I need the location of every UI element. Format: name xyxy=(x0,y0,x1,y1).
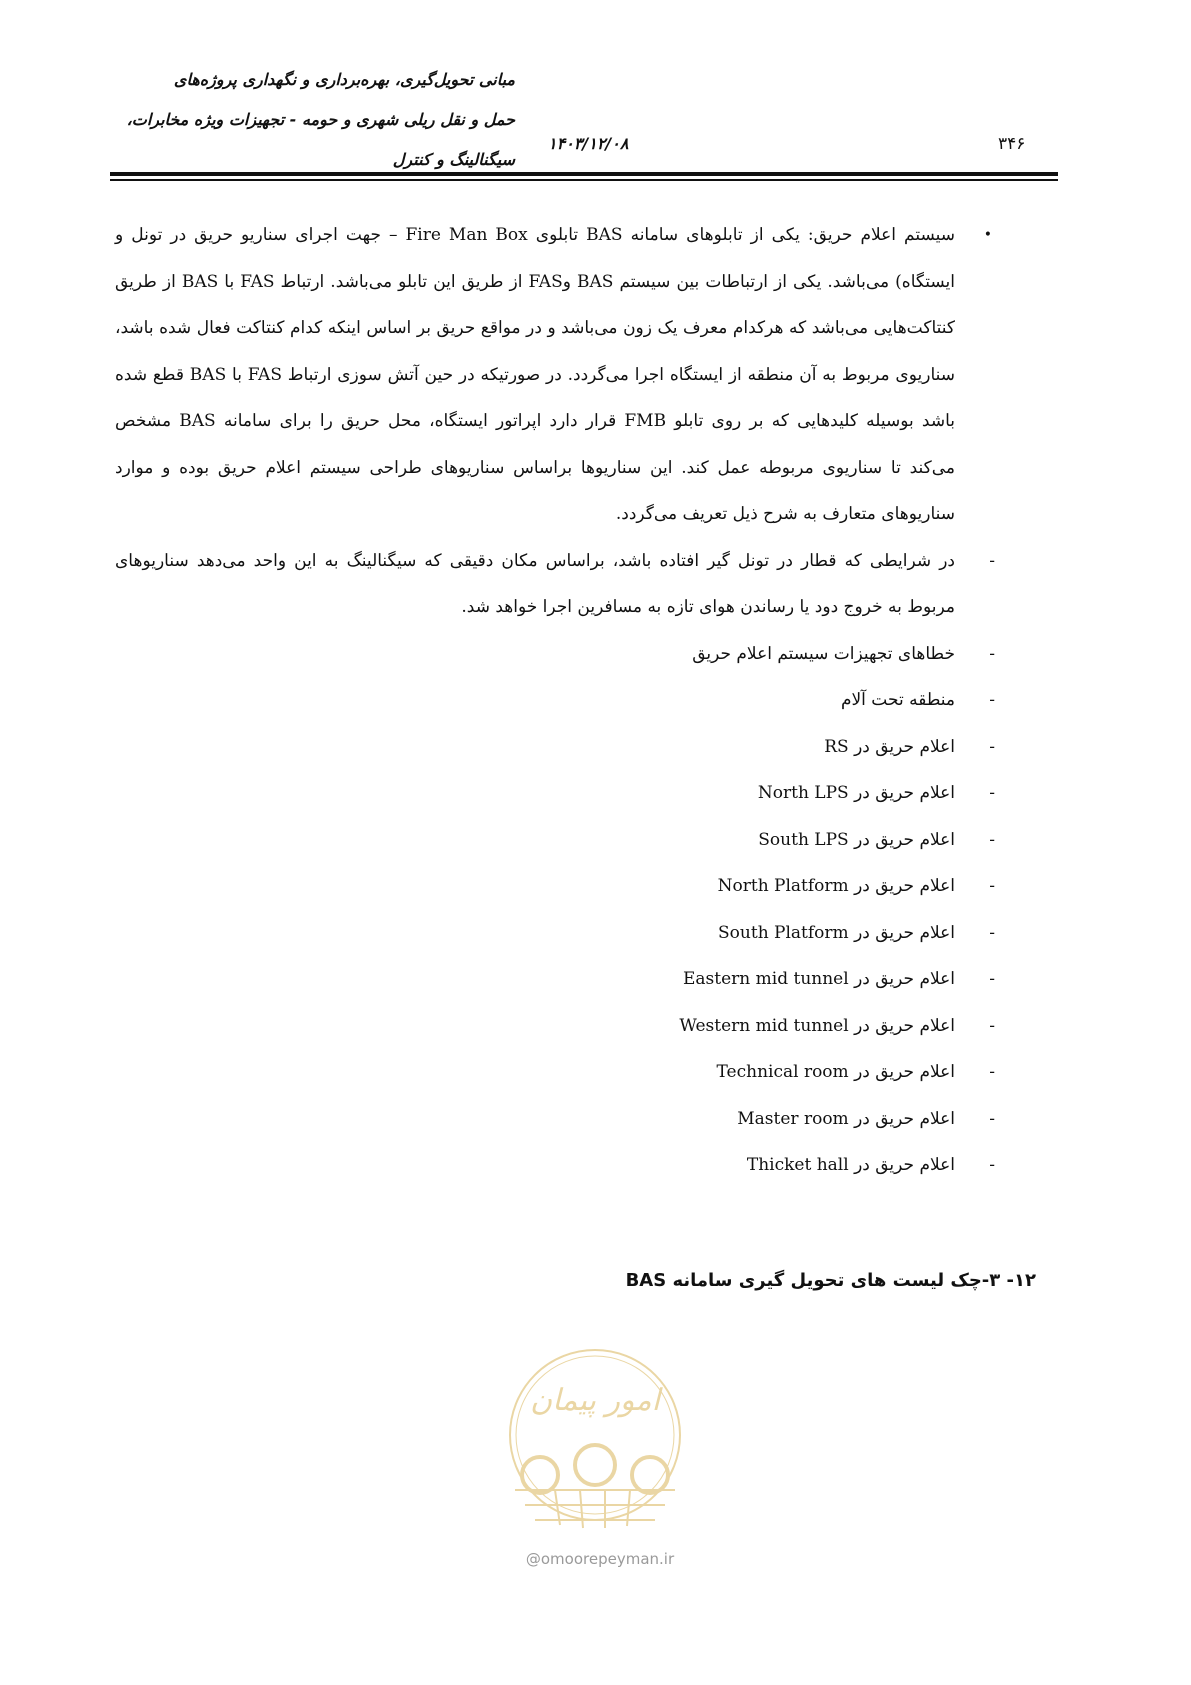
dash-icon: - xyxy=(989,1108,995,1129)
dash-icon: - xyxy=(989,1062,995,1082)
dash-icon: - xyxy=(989,783,995,803)
list-item xyxy=(115,770,995,817)
page-body xyxy=(115,212,995,1189)
section-heading: ۱۲- ۳-چک لیست های تحویل گیری سامانه BAS xyxy=(625,1270,1036,1291)
header-date: ۱۴۰۳/۱۲/۰۸ xyxy=(548,134,629,153)
list-item xyxy=(115,956,995,1003)
list-item xyxy=(115,863,995,910)
list-item-text: اعلام حریق در Eastern mid tunnel xyxy=(683,969,955,989)
list-item xyxy=(115,1003,995,1050)
list-item-text: اعلام حریق در North LPS xyxy=(757,783,955,803)
scenario-list xyxy=(115,631,995,1189)
dash-icon: - xyxy=(989,1015,995,1036)
list-item-text: اعلام حریق در South Platform xyxy=(718,922,955,943)
dash-icon: - xyxy=(989,876,995,896)
header-title-line2: حمل و نقل ریلی شهری و حومه - تجهیزات ویژه مخابرات، xyxy=(126,110,515,129)
dash-icon: - xyxy=(989,690,995,710)
header-rule-thin xyxy=(110,179,1058,181)
header-rule-thick xyxy=(110,172,1058,176)
svg-text:امور پیمان: امور پیمان xyxy=(530,1383,660,1418)
page-number: ۳۴۶ xyxy=(998,134,1026,154)
dash-icon: - xyxy=(989,736,995,757)
dash-paragraph-text: در شرایطی که قطار در تونل گیر افتاده باشد، براساس مکان دقیقی که سیگنالینگ به این واحد می‌دهد سناریوهای مربوط به خروج دود یا رساندن هوای تازه به مسافرین اجرا خواهد شد. xyxy=(115,550,955,617)
list-item xyxy=(115,910,995,957)
list-item xyxy=(115,1142,995,1189)
page-header xyxy=(0,0,1191,200)
list-item-text: اعلام حریق در Technical room xyxy=(716,1062,955,1082)
list-item-text: اعلام حریق در Thicket hall xyxy=(746,1155,955,1175)
bullet-paragraph-text: سیستم اعلام حریق: یکی از تابلوهای سامانه BAS تابلوی Fire Man Box – جهت اجرای سناریو حریق در تونل و ایستگاه) می‌باشد. یکی از ارتباطات بین سیستم BAS وFAS از طریق این تابلو می‌باشد. ارتباط FAS با BAS از طریق کنتاکت‌هایی می‌باشد که هرکدام معرف یک زون می‌باشد و در مواقع حریق بر اساس اینکه کدام کنتاکت فعال شده باشد، سناریوی مربوط به آن منطقه از ایستگاه اجرا می‌گردد. در صورتیکه در حین آتش سوزی ارتباط FAS با BAS قطع شده باشد بوسیله کلیدهایی که بر روی تابلو FMB قرار دارد اپراتور ایستگاه، محل حریق را برای سامانه BAS مشخص می‌کند تا سناریوی مربوطه عمل کند. این سناریوها براساس سناریوهای طراحی سیستم اعلام حریق بوده و موارد سناریوهای متعارف به شرح ذیل تعریف می‌گردد. xyxy=(115,225,956,524)
bullet-icon: • xyxy=(983,227,992,243)
watermark-url: @omoorepeyman.ir xyxy=(525,1550,675,1568)
dash-icon: - xyxy=(989,829,995,850)
dash-icon: - xyxy=(989,922,995,943)
dash-paragraph xyxy=(115,538,995,631)
list-item-text: اعلام حریق در Western mid tunnel xyxy=(679,1015,955,1036)
bullet-paragraph xyxy=(115,212,992,538)
watermark-logo-icon xyxy=(485,1340,705,1580)
dash-icon: - xyxy=(989,550,995,571)
list-item xyxy=(115,817,995,864)
dash-icon: - xyxy=(989,969,995,989)
list-item-text: اعلام حریق در South LPS xyxy=(758,829,955,850)
list-item-text: خطاهای تجهیزات سیستم اعلام حریق xyxy=(692,643,955,664)
list-item-text: منطقه تحت آلام xyxy=(840,690,955,710)
list-item-text: اعلام حریق در Master room xyxy=(737,1108,955,1129)
dash-icon: - xyxy=(989,1155,995,1175)
list-item xyxy=(115,631,995,678)
list-item xyxy=(115,677,995,724)
dash-icon: - xyxy=(989,643,995,664)
header-title-line3: سیگنالینگ و کنترل xyxy=(392,150,515,169)
header-title-line1: مبانی تحویل‌گیری، بهره‌برداری و نگهداری پروژه‌های xyxy=(173,70,515,89)
list-item xyxy=(115,1049,995,1096)
list-item-text: اعلام حریق در North Platform xyxy=(717,876,955,896)
list-item xyxy=(115,1096,995,1143)
list-item xyxy=(115,724,995,771)
list-item-text: اعلام حریق در RS xyxy=(824,736,955,757)
